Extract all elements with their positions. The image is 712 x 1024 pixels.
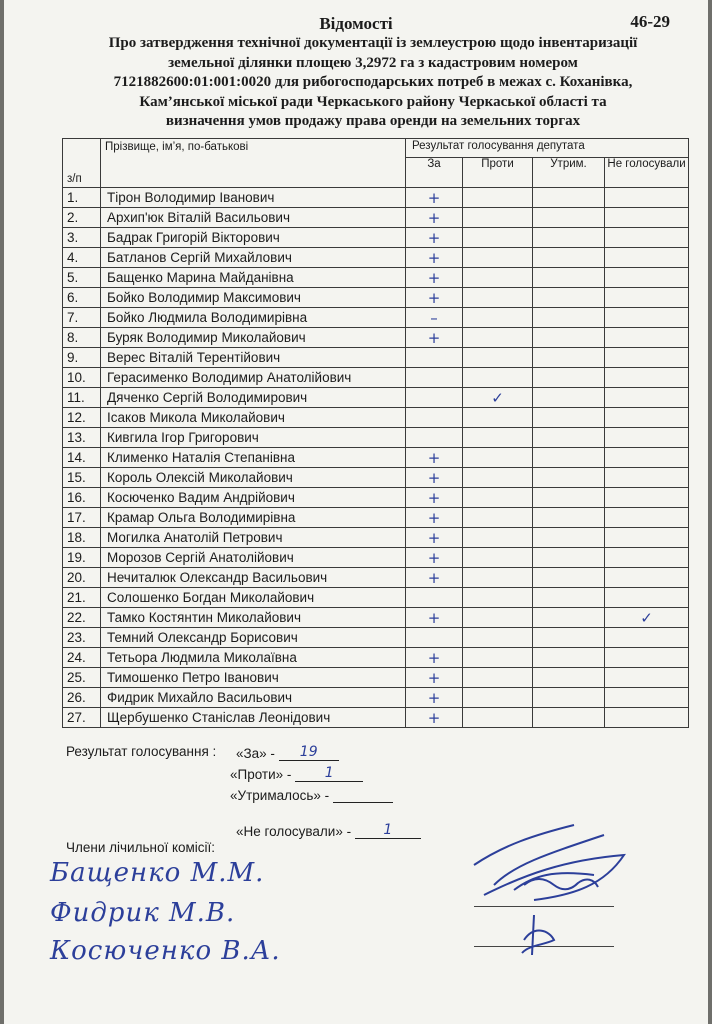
vote-abstain-cell: [533, 528, 605, 548]
vote-for-cell: +: [406, 328, 463, 348]
vote-not-voted-cell: [605, 688, 689, 708]
vote-abstain-cell: [533, 268, 605, 288]
vote-not-voted-cell: [605, 488, 689, 508]
vote-against-cell: [463, 488, 533, 508]
vote-against-cell: [463, 188, 533, 208]
vote-for-cell: [406, 428, 463, 448]
vote-not-voted-cell: [605, 248, 689, 268]
row-number: 19.: [63, 548, 101, 568]
vote-against-cell: [463, 688, 533, 708]
deputy-name: Король Олексій Миколайович: [101, 468, 406, 488]
table-row: [63, 188, 689, 208]
vote-not-voted-cell: [605, 308, 689, 328]
subtitle-line: земельної ділянки площею 3,2972 га з кадастровим номером: [168, 54, 578, 71]
deputy-name: Тимошенко Петро Іванович: [101, 668, 406, 688]
vote-for-cell: +: [406, 668, 463, 688]
column-header-for: За: [406, 158, 463, 188]
table-row: [63, 628, 689, 648]
vote-abstain-cell: [533, 708, 605, 728]
vote-for-cell: +: [406, 188, 463, 208]
vote-for-cell: +: [406, 208, 463, 228]
result-abstain: [230, 786, 393, 803]
vote-for-cell: +: [406, 248, 463, 268]
vote-abstain-cell: [533, 208, 605, 228]
vote-against-cell: [463, 368, 533, 388]
vote-against-cell: [463, 508, 533, 528]
vote-abstain-cell: [533, 568, 605, 588]
table-row: [63, 548, 689, 568]
deputy-name: Нечиталюк Олександр Васильович: [101, 568, 406, 588]
vote-against-cell: [463, 648, 533, 668]
row-number: 13.: [63, 428, 101, 448]
vote-for-cell: –: [406, 308, 463, 328]
signatures: [454, 805, 644, 975]
table-row: [63, 348, 689, 368]
vote-against-cell: ✓: [463, 388, 533, 408]
vote-not-voted-cell: [605, 708, 689, 728]
vote-against-cell: [463, 408, 533, 428]
table-row: [63, 608, 689, 628]
deputy-name: Верес Віталій Терентійович: [101, 348, 406, 368]
result-not-voted-label: «Не голосували» -: [236, 824, 352, 839]
deputy-name: Морозов Сергій Анатолійович: [101, 548, 406, 568]
vote-abstain-cell: [533, 628, 605, 648]
vote-abstain-cell: [533, 688, 605, 708]
table-row: [63, 228, 689, 248]
vote-abstain-cell: [533, 368, 605, 388]
table-row: [63, 288, 689, 308]
table-row: [63, 428, 689, 448]
vote-not-voted-cell: [605, 228, 689, 248]
vote-for-cell: [406, 408, 463, 428]
result-abstain-label: «Утрималось» -: [230, 788, 330, 803]
column-header-not-voted: Не голосували: [605, 158, 689, 188]
vote-for-cell: +: [406, 268, 463, 288]
vote-not-voted-cell: [605, 548, 689, 568]
table-row: [63, 368, 689, 388]
vote-for-cell: +: [406, 288, 463, 308]
commission-label: Члени лічильної комісії:: [66, 840, 216, 855]
deputy-name: Клименко Наталія Степанівна: [101, 448, 406, 468]
deputy-name: Архип'юк Віталій Васильович: [101, 208, 406, 228]
vote-for-cell: +: [406, 508, 463, 528]
deputy-name: Солошенко Богдан Миколайович: [101, 588, 406, 608]
table-row: [63, 268, 689, 288]
document-page: [4, 0, 708, 1024]
table-row: [63, 508, 689, 528]
table-row: [63, 248, 689, 268]
result-not-voted: [236, 822, 421, 839]
row-number: 27.: [63, 708, 101, 728]
vote-not-voted-cell: [605, 568, 689, 588]
row-number: 17.: [63, 508, 101, 528]
vote-for-cell: [406, 368, 463, 388]
row-number: 23.: [63, 628, 101, 648]
vote-for-cell: +: [406, 688, 463, 708]
deputy-name: Бадрак Григорій Вікторович: [101, 228, 406, 248]
commission-member: Косюченко В.А.: [50, 936, 281, 966]
deputy-name: Кивгила Ігор Григорович: [101, 428, 406, 448]
vote-not-voted-cell: [605, 368, 689, 388]
vote-abstain-cell: [533, 408, 605, 428]
vote-against-cell: [463, 248, 533, 268]
row-number: 16.: [63, 488, 101, 508]
vote-not-voted-cell: [605, 648, 689, 668]
vote-not-voted-cell: [605, 348, 689, 368]
deputy-name: Щербушенко Станіслав Леонідович: [101, 708, 406, 728]
deputy-name: Темний Олександр Борисович: [101, 628, 406, 648]
vote-abstain-cell: [533, 348, 605, 368]
table-row: [63, 488, 689, 508]
vote-abstain-cell: [533, 588, 605, 608]
deputy-name: Тамко Костянтин Миколайович: [101, 608, 406, 628]
result-for: [236, 744, 339, 761]
commission-member: Бащенко М.М.: [50, 858, 265, 888]
subtitle-line: Кам’янської міської ради Черкаського району Черкаської області та: [139, 93, 607, 110]
vote-not-voted-cell: [605, 468, 689, 488]
row-number: 4.: [63, 248, 101, 268]
deputy-name: Герасименко Володимир Анатолійович: [101, 368, 406, 388]
table-row: [63, 448, 689, 468]
row-number: 2.: [63, 208, 101, 228]
vote-not-voted-cell: [605, 428, 689, 448]
deputy-name: Тетьора Людмила Миколаївна: [101, 648, 406, 668]
vote-abstain-cell: [533, 508, 605, 528]
vote-against-cell: [463, 208, 533, 228]
deputy-name: Дяченко Сергій Володимирович: [101, 388, 406, 408]
deputy-name: Бащенко Марина Майданівна: [101, 268, 406, 288]
vote-against-cell: [463, 668, 533, 688]
row-number: 26.: [63, 688, 101, 708]
vote-abstain-cell: [533, 468, 605, 488]
table-row: [63, 648, 689, 668]
row-number: 5.: [63, 268, 101, 288]
row-number: 21.: [63, 588, 101, 608]
table-row: [63, 708, 689, 728]
row-number: 9.: [63, 348, 101, 368]
vote-not-voted-cell: [605, 448, 689, 468]
vote-against-cell: [463, 328, 533, 348]
vote-not-voted-cell: [605, 208, 689, 228]
row-number: 25.: [63, 668, 101, 688]
column-header-result: Результат голосування депутата: [406, 139, 689, 158]
table-row: [63, 308, 689, 328]
row-number: 3.: [63, 228, 101, 248]
vote-abstain-cell: [533, 228, 605, 248]
table-row: [63, 668, 689, 688]
vote-for-cell: +: [406, 468, 463, 488]
row-number: 6.: [63, 288, 101, 308]
table-row: [63, 528, 689, 548]
vote-for-cell: [406, 388, 463, 408]
vote-abstain-cell: [533, 328, 605, 348]
row-number: 1.: [63, 188, 101, 208]
result-for-value: 19: [279, 744, 339, 761]
document-number: 46-29: [630, 12, 670, 31]
vote-for-cell: +: [406, 228, 463, 248]
subtitle-line: визначення умов продажу права оренди на земельних торгах: [165, 113, 581, 130]
vote-against-cell: [463, 528, 533, 548]
vote-abstain-cell: [533, 548, 605, 568]
vote-for-cell: +: [406, 528, 463, 548]
vote-not-voted-cell: [605, 328, 689, 348]
row-number: 20.: [63, 568, 101, 588]
vote-not-voted-cell: [605, 628, 689, 648]
vote-not-voted-cell: [605, 668, 689, 688]
column-header-number: з/п: [63, 139, 101, 188]
vote-not-voted-cell: [605, 588, 689, 608]
vote-for-cell: +: [406, 568, 463, 588]
vote-abstain-cell: [533, 448, 605, 468]
vote-not-voted-cell: [605, 288, 689, 308]
document-title: Відомості: [319, 14, 393, 33]
deputy-name: Бойко Володимир Максимович: [101, 288, 406, 308]
vote-against-cell: [463, 628, 533, 648]
deputy-name: Могилка Анатолій Петрович: [101, 528, 406, 548]
deputy-name: Тірон Володимир Іванович: [101, 188, 406, 208]
vote-abstain-cell: [533, 308, 605, 328]
column-header-abstain: Утрим.: [533, 158, 605, 188]
row-number: 11.: [63, 388, 101, 408]
vote-abstain-cell: [533, 668, 605, 688]
voting-table: [62, 138, 689, 728]
vote-for-cell: [406, 348, 463, 368]
vote-abstain-cell: [533, 248, 605, 268]
commission-member: Фидрик М.В.: [50, 898, 236, 928]
result-against-label: «Проти» -: [230, 767, 292, 782]
vote-abstain-cell: [533, 288, 605, 308]
vote-abstain-cell: [533, 608, 605, 628]
vote-for-cell: +: [406, 548, 463, 568]
vote-for-cell: [406, 588, 463, 608]
deputy-name: Батланов Сергій Михайлович: [101, 248, 406, 268]
table-row: [63, 208, 689, 228]
vote-against-cell: [463, 608, 533, 628]
vote-against-cell: [463, 428, 533, 448]
vote-against-cell: [463, 588, 533, 608]
table-row: [63, 408, 689, 428]
vote-abstain-cell: [533, 488, 605, 508]
row-number: 7.: [63, 308, 101, 328]
row-number: 10.: [63, 368, 101, 388]
deputy-name: Ісаков Микола Миколайович: [101, 408, 406, 428]
vote-against-cell: [463, 228, 533, 248]
table-row: [63, 388, 689, 408]
vote-abstain-cell: [533, 428, 605, 448]
vote-not-voted-cell: [605, 528, 689, 548]
document-subtitle: [64, 34, 682, 132]
vote-for-cell: [406, 628, 463, 648]
vote-not-voted-cell: [605, 388, 689, 408]
voting-result-label: Результат голосування :: [66, 744, 217, 759]
row-number: 22.: [63, 608, 101, 628]
result-for-label: «За» -: [236, 746, 275, 761]
deputy-name: Крамар Ольга Володимирівна: [101, 508, 406, 528]
vote-for-cell: +: [406, 608, 463, 628]
row-number: 18.: [63, 528, 101, 548]
vote-against-cell: [463, 548, 533, 568]
result-abstain-value: [333, 786, 393, 803]
row-number: 12.: [63, 408, 101, 428]
vote-not-voted-cell: [605, 408, 689, 428]
subtitle-line: Про затвердження технічної документації із землеустрою щодо інвентаризації: [108, 35, 638, 51]
vote-for-cell: +: [406, 648, 463, 668]
vote-against-cell: [463, 348, 533, 368]
vote-abstain-cell: [533, 188, 605, 208]
vote-abstain-cell: [533, 648, 605, 668]
deputy-name: Буряк Володимир Миколайович: [101, 328, 406, 348]
deputy-name: Косюченко Вадим Андрійович: [101, 488, 406, 508]
row-number: 8.: [63, 328, 101, 348]
result-against-value: 1: [295, 765, 363, 782]
vote-for-cell: +: [406, 448, 463, 468]
vote-not-voted-cell: ✓: [605, 608, 689, 628]
vote-against-cell: [463, 448, 533, 468]
table-row: [63, 468, 689, 488]
row-number: 15.: [63, 468, 101, 488]
deputy-name: Бойко Людмила Володимирівна: [101, 308, 406, 328]
table-row: [63, 568, 689, 588]
vote-abstain-cell: [533, 388, 605, 408]
table-row: [63, 328, 689, 348]
vote-for-cell: +: [406, 488, 463, 508]
vote-against-cell: [463, 308, 533, 328]
row-number: 14.: [63, 448, 101, 468]
row-number: 24.: [63, 648, 101, 668]
table-row: [63, 688, 689, 708]
vote-not-voted-cell: [605, 508, 689, 528]
result-against: [230, 765, 363, 782]
column-header-against: Проти: [463, 158, 533, 188]
vote-against-cell: [463, 708, 533, 728]
column-header-name: Прізвище, ім’я, по-батькові: [101, 139, 406, 188]
vote-for-cell: +: [406, 708, 463, 728]
subtitle-line: 7121882600:01:001:0020 для рибогосподарських потреб в межах с. Коханівка,: [113, 74, 633, 91]
table-row: [63, 588, 689, 608]
vote-against-cell: [463, 568, 533, 588]
vote-not-voted-cell: [605, 268, 689, 288]
vote-against-cell: [463, 268, 533, 288]
vote-against-cell: [463, 468, 533, 488]
vote-against-cell: [463, 288, 533, 308]
deputy-name: Фидрик Михайло Васильович: [101, 688, 406, 708]
result-not-voted-value: 1: [355, 822, 421, 839]
vote-not-voted-cell: [605, 188, 689, 208]
